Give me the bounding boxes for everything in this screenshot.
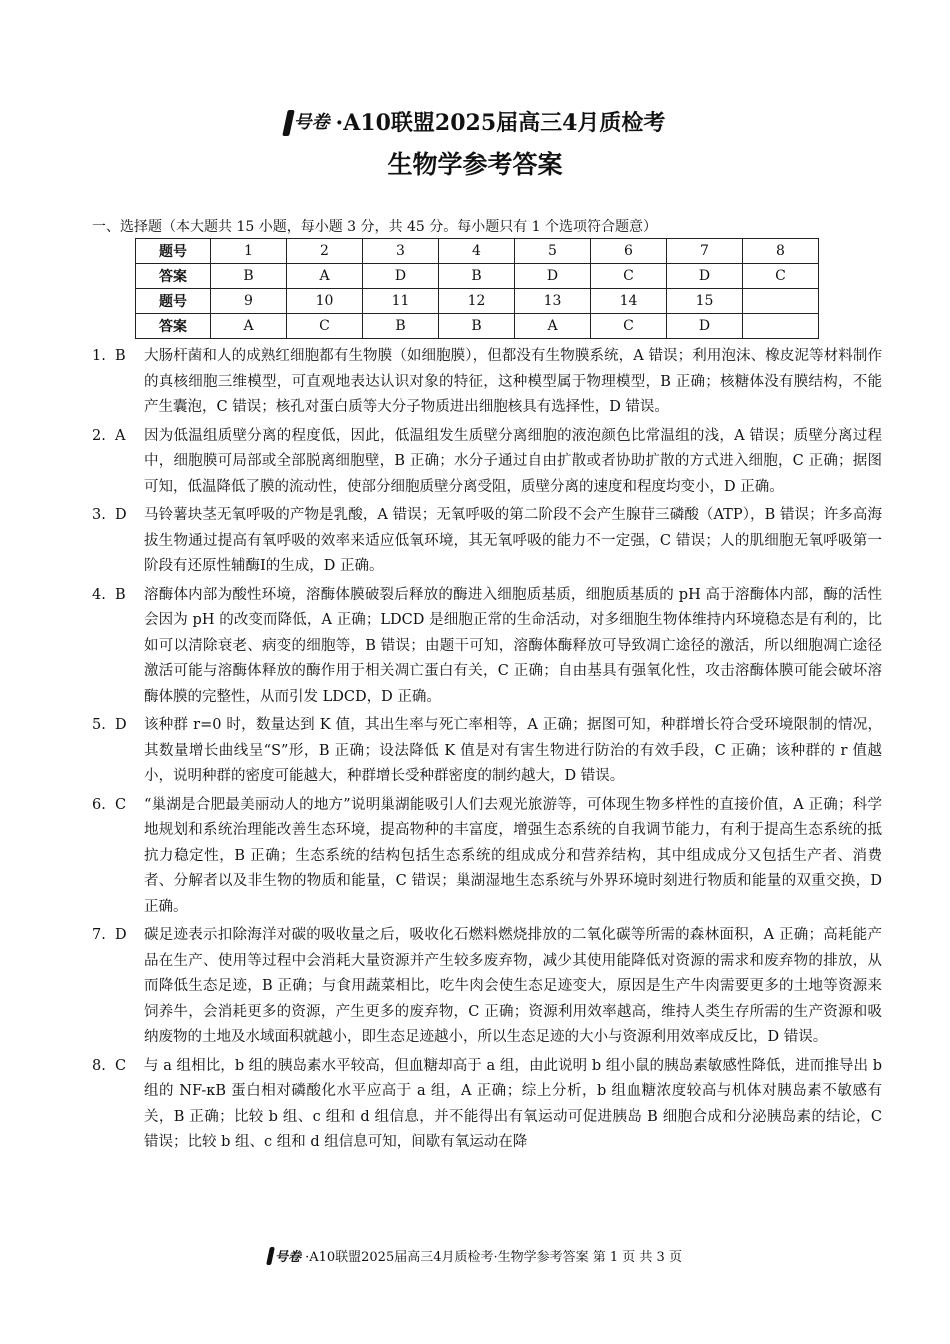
footer-logo-text: 号卷 — [275, 1250, 302, 1265]
item-text: 与 a 组相比，b 组的胰岛素水平较高，但血糖却高于 a 组，由此说明 b 组小鼠的胰岛素敏感性降低，进而推导出 b 组的 NF-κB 蛋白相对磷酸化水平应高于 a 组，A 正确；综上分析，b 组血糖浓度较高与机体对胰岛素不敏感有关，B 正确；比较 b 组、c 组和 d 组信息，并不能得出有氧运动可促进胰岛 B 细胞合成和分泌胰岛素的结论，C 错误；比较 b 组、c 组和 d 组信息可知，间歇有氧运动在降 — [144, 1057, 882, 1150]
item-text: “巢湖是合肥最美丽动人的地方”说明巢湖能吸引人们去观光旅游等，可体现生物多样性的直接价值，A 正确；科学地规划和系统治理能改善生态环境，提高物种的丰富度，增强生态系统的自我调节能力，有利于提高生态系统的抵抗力稳定性，B 正确；生态系统的结构包括生态系统的组成成分和营养结构，其中组成成分又包括生产者、消费者、分解者以及非生物的物质和能量，C 错误；巢湖湿地生态系统与外界环境时刻进行物质和能量的双重交换，D 正确。 — [144, 796, 882, 915]
answer-cell: B — [363, 314, 439, 339]
answer-cell: A — [211, 314, 287, 339]
answer-cell: C — [743, 264, 819, 289]
list-item — [92, 503, 882, 580]
question-number: 12 — [439, 289, 515, 314]
question-number: 3 — [363, 239, 439, 264]
answer-cell: C — [591, 264, 667, 289]
logo-text: 号卷 — [293, 112, 330, 133]
answer-cell: D — [363, 264, 439, 289]
question-number: 1 — [211, 239, 287, 264]
answer-cell — [743, 314, 819, 339]
answer-cell: C — [287, 314, 363, 339]
question-number: 5 — [515, 239, 591, 264]
question-number: 13 — [515, 289, 591, 314]
page-footer — [0, 1246, 950, 1265]
exam-title-text: ·A10联盟2025届高三4月质检考 — [335, 110, 666, 136]
question-number: 15 — [667, 289, 743, 314]
item-label: 7. D — [92, 927, 127, 943]
list-item — [92, 1054, 882, 1156]
section-title: 一、选择题（本大题共 15 小题，每小题 3 分，共 45 分。每小题只有 1 个选项符合题意） — [92, 219, 658, 235]
exam-title — [285, 108, 666, 138]
answer-cell: B — [439, 264, 515, 289]
list-item — [92, 424, 882, 501]
row-header: 题号 — [136, 289, 211, 314]
item-label: 4. B — [92, 586, 126, 603]
row-header: 答案 — [136, 314, 211, 339]
page-header — [0, 108, 950, 182]
answer-cell: B — [211, 264, 287, 289]
answer-cell: D — [667, 264, 743, 289]
item-label: 5. D — [92, 717, 127, 733]
question-number: 2 — [287, 239, 363, 264]
answer-cell: C — [591, 314, 667, 339]
explanation-list — [92, 344, 882, 1159]
table-row — [136, 314, 819, 339]
question-number: 9 — [211, 289, 287, 314]
table-row — [136, 239, 819, 264]
row-header: 题号 — [136, 239, 211, 264]
question-number — [743, 289, 819, 314]
item-label: 2. A — [92, 427, 126, 444]
item-text: 溶酶体内部为酸性环境，溶酶体膜破裂后释放的酶进入细胞质基质，细胞质基质的 pH 高于溶酶体内部，酶的活性会因为 pH 的改变而降低，A 正确；LDCD 是细胞正常的生命活动，对多细胞生物体维持内环境稳态是有利的，比如可以清除衰老、病变的细胞等，B 错误；由题干可知，溶酶体酶释放可导致凋亡途径的激活，所以细胞凋亡途径激活可能与溶酶体释放的酶作用于相关凋亡蛋白有关，C 正确；自由基具有强氧化性，攻击溶酶体膜可能会破坏溶酶体膜的完整性，从而引发 LDCD，D 正确。 — [144, 586, 882, 705]
footer-text: ·A10联盟2025届高三4月质检考·生物学参考答案 第 1 页 共 3 页 — [305, 1250, 682, 1265]
answer-cell: A — [287, 264, 363, 289]
brand-logo — [285, 108, 330, 138]
list-item — [92, 923, 882, 1051]
answer-cell: D — [515, 264, 591, 289]
footer-logo — [268, 1246, 301, 1265]
question-number: 11 — [363, 289, 439, 314]
item-label: 3. D — [92, 507, 127, 523]
row-header: 答案 — [136, 264, 211, 289]
logo-mark-icon — [282, 110, 295, 136]
question-number: 8 — [743, 239, 819, 264]
question-number: 10 — [287, 289, 363, 314]
question-number: 7 — [667, 239, 743, 264]
answer-table — [135, 238, 819, 339]
answer-cell: D — [667, 314, 743, 339]
item-text: 大肠杆菌和人的成熟红细胞都有生物膜（如细胞膜），但都没有生物膜系统，A 错误；利用泡沫、橡皮泥等材料制作的真核细胞三维模型，可直观地表达认识对象的特征，这种模型属于物理模型，B 正确；核糖体没有膜结构，不能产生囊泡，C 错误；核孔对蛋白质等大分子物质进出细胞核具有选择性，D 错误。 — [144, 348, 882, 415]
item-label: 8. C — [92, 1057, 127, 1074]
document-title: 生物学参考答案 — [387, 150, 563, 179]
item-label: 6. C — [92, 796, 127, 813]
answer-cell: B — [439, 314, 515, 339]
question-number: 6 — [591, 239, 667, 264]
item-text: 马铃薯块茎无氧呼吸的产物是乳酸，A 错误；无氧呼吸的第二阶段不会产生腺苷三磷酸（ATP），B 错误；许多高海拔生物通过提高有氧呼吸的效率来适应低氧环境，其无氧呼吸的能力不一定强，C 错误；人的肌细胞无氧呼吸第一阶段有还原性辅酶Ⅰ的生成，D 正确。 — [144, 507, 882, 574]
table-row — [136, 264, 819, 289]
list-item — [92, 793, 882, 921]
list-item — [92, 344, 882, 421]
question-number: 4 — [439, 239, 515, 264]
item-label: 1. B — [92, 348, 126, 364]
item-text: 该种群 r=0 时，数量达到 K 值，其出生率与死亡率相等，A 正确；据图可知，种群增长符合受环境限制的情况，其数量增长曲线呈“S”形，B 正确；设法降低 K 值是对有害生物进行防治的有效手段，C 正确；该种群的 r 值越小，说明种群的密度可能越大，种群增长受种群密度的制约越大，D 错误。 — [144, 717, 882, 784]
logo-mark-icon — [266, 1247, 275, 1265]
list-item — [92, 713, 882, 790]
item-text: 碳足迹表示扣除海洋对碳的吸收量之后，吸收化石燃料燃烧排放的二氧化碳等所需的森林面积，A 正确；高耗能产品在生产、使用等过程中会消耗大量资源并产生较多废弃物，减少其使用能降低对资源的需求和废弃物的排放，从而降低生态足迹，B 正确；与食用蔬菜相比，吃牛肉会使生态足迹变大，原因是生产牛肉需要更多的土地等资源来饲养牛，会消耗更多的资源，产生更多的废弃物，C 正确；资源利用效率越高，维持人类生存所需的生产资源和吸纳废物的土地及水域面积就越小，即生态足迹越小，所以生态足迹的大小与资源利用效率成反比，D 错误。 — [144, 927, 882, 1045]
list-item — [92, 583, 882, 711]
table-row — [136, 289, 819, 314]
question-number: 14 — [591, 289, 667, 314]
item-text: 因为低温组质壁分离的程度低，因此，低温组发生质壁分离细胞的液泡颜色比常温组的浅，A 错误；质壁分离过程中，细胞膜可局部或全部脱离细胞壁，B 正确；水分子通过自由扩散或者协助扩散的方式进入细胞，C 正确；据图可知，低温降低了膜的流动性，使部分细胞质壁分离受阻，质壁分离的速度和程度均变小，D 正确。 — [144, 427, 882, 495]
answer-cell: A — [515, 314, 591, 339]
